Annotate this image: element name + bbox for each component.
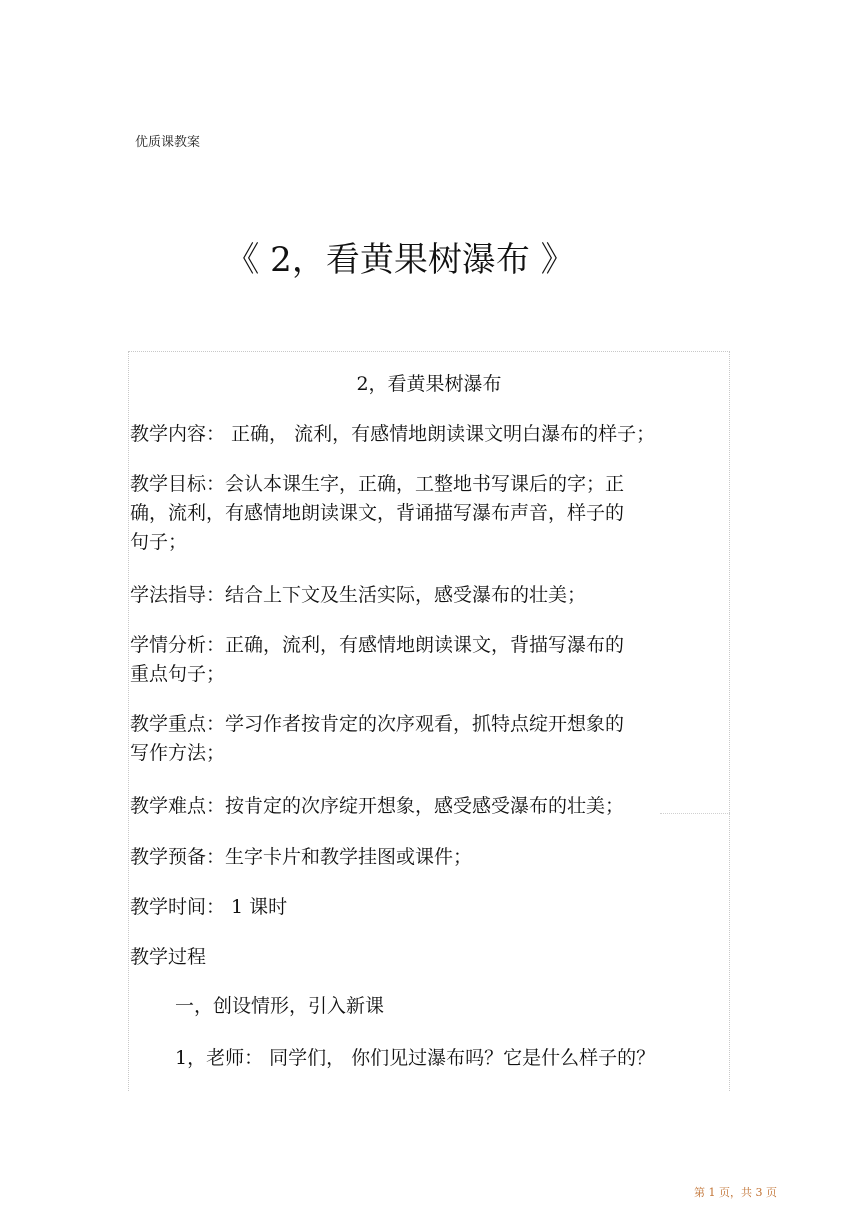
- paragraph-preparation: [130, 843, 472, 872]
- paragraph-line: 教学时间： 1 课时: [130, 896, 288, 918]
- paragraph-teaching-content: [130, 420, 655, 449]
- paragraph-line: 1，老师： 同学们， 你们见过瀑布吗？它是什么样子的？: [175, 1047, 656, 1069]
- page-footer: 第 1 页，共 3 页: [694, 1186, 777, 1199]
- paragraph-key-points: [130, 710, 624, 768]
- paragraph-line: 教学难点：按肯定的次序绽开想象，感受感受瀑布的壮美；: [130, 795, 625, 817]
- paragraph-line: 一，创设情形，引入新课: [175, 995, 385, 1017]
- paragraph-teacher-question: [175, 1044, 655, 1073]
- paragraph-line: 学法指导：结合上下文及生活实际，感受瀑布的壮美；: [130, 584, 587, 606]
- paragraph-line: 重点句子；: [130, 663, 226, 685]
- section-heading: 2，看黄果树瀑布: [356, 373, 502, 395]
- paragraph-teaching-time: [130, 893, 287, 922]
- header-label: 优质课教案: [135, 135, 201, 150]
- paragraph-line: 教学目标：会认本课生字，正确，工整地书写课后的字；正: [130, 473, 625, 495]
- paragraph-line: 学情分析：正确，流利，有感情地朗读课文，背描写瀑布的: [130, 634, 625, 656]
- paragraph-teaching-goals: [130, 470, 624, 557]
- document-title: 《 2，看黄果树瀑布 》: [225, 240, 575, 280]
- paragraph-line: 教学内容： 正确， 流利，有感情地朗读课文明白瀑布的样子；: [130, 423, 656, 445]
- paragraph-learning-analysis: [130, 631, 624, 689]
- paragraph-line: 教学重点：学习作者按肯定的次序观看，抓特点绽开想象的: [130, 713, 625, 735]
- paragraph-line: 教学预备：生字卡片和教学挂图或课件；: [130, 846, 473, 868]
- paragraph-line: 确，流利，有感情地朗读课文，背诵描写瀑布声音，样子的: [130, 502, 625, 524]
- divider: [660, 813, 730, 814]
- paragraph-line: 教学过程: [130, 946, 207, 968]
- paragraph-difficult-points: [130, 792, 624, 821]
- paragraph-study-guidance: [130, 581, 586, 610]
- paragraph-step-one: [175, 992, 384, 1021]
- paragraph-teaching-process: [130, 943, 206, 972]
- paragraph-line: 句子；: [130, 531, 188, 553]
- paragraph-line: 写作方法；: [130, 742, 226, 764]
